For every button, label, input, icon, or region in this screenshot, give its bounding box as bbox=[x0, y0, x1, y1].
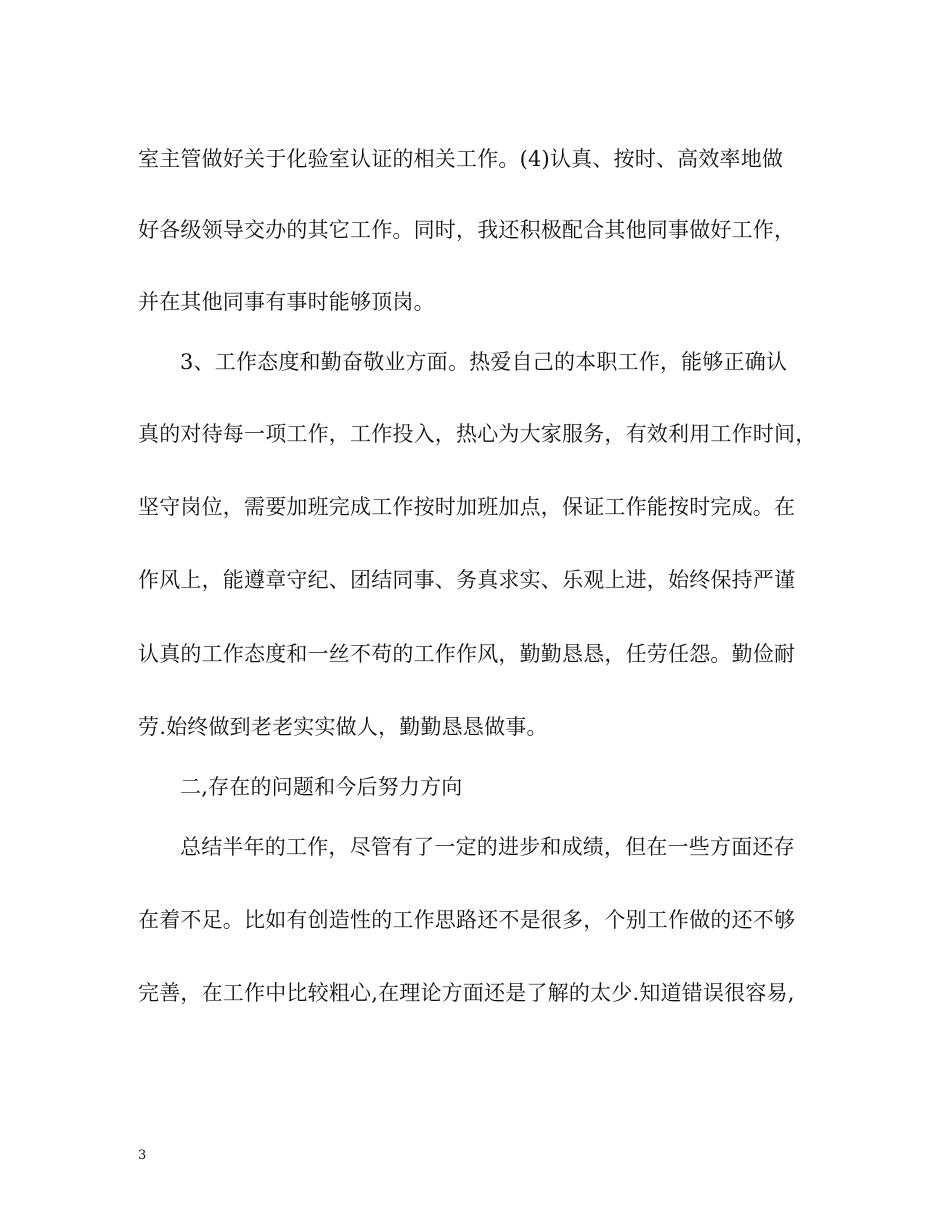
paragraph-start-line: 总结半年的工作，尽管有了一定的进步和成绩，但在一些方面还存 bbox=[180, 835, 795, 859]
body-text-line: 在着不足。比如有创造性的工作思路还不是很多，个别工作做的还不够 bbox=[138, 908, 796, 932]
page-number: 3 bbox=[138, 1148, 147, 1163]
body-text-line: 认真的工作态度和一丝不苟的工作作风，勤勤恳恳，任劳任怨。勤俭耐 bbox=[138, 642, 796, 666]
body-text-line: 劳.始终做到老老实实做人，勤勤恳恳做事。 bbox=[138, 715, 548, 739]
section-heading: 二,存在的问题和今后努力方向 bbox=[180, 775, 463, 799]
body-text-line: 真的对待每一项工作，工作投入，热心为大家服务，有效利用工作时间， bbox=[138, 422, 817, 446]
section-heading-line: 3、工作态度和勤奋敬业方面。热爱自己的本职工作，能够正确认 bbox=[180, 350, 788, 374]
body-text-line: 好各级领导交办的其它工作。同时，我还积极配合其他同事做好工作， bbox=[138, 218, 796, 242]
body-text-line: 坚守岗位，需要加班完成工作按时加班加点，保证工作能按时完成。在 bbox=[138, 495, 796, 519]
body-text-line: 完善，在工作中比较粗心,在理论方面还是了解的太少.知道错误很容易, bbox=[138, 981, 795, 1005]
body-text-line: 作风上，能遵章守纪、团结同事、务真求实、乐观上进，始终保持严谨 bbox=[138, 568, 796, 592]
body-text-line: 室主管做好关于化验室认证的相关工作。(4)认真、按时、高效率地做 bbox=[138, 147, 784, 171]
body-text-line: 并在其他同事有事时能够顶岗。 bbox=[138, 290, 435, 314]
